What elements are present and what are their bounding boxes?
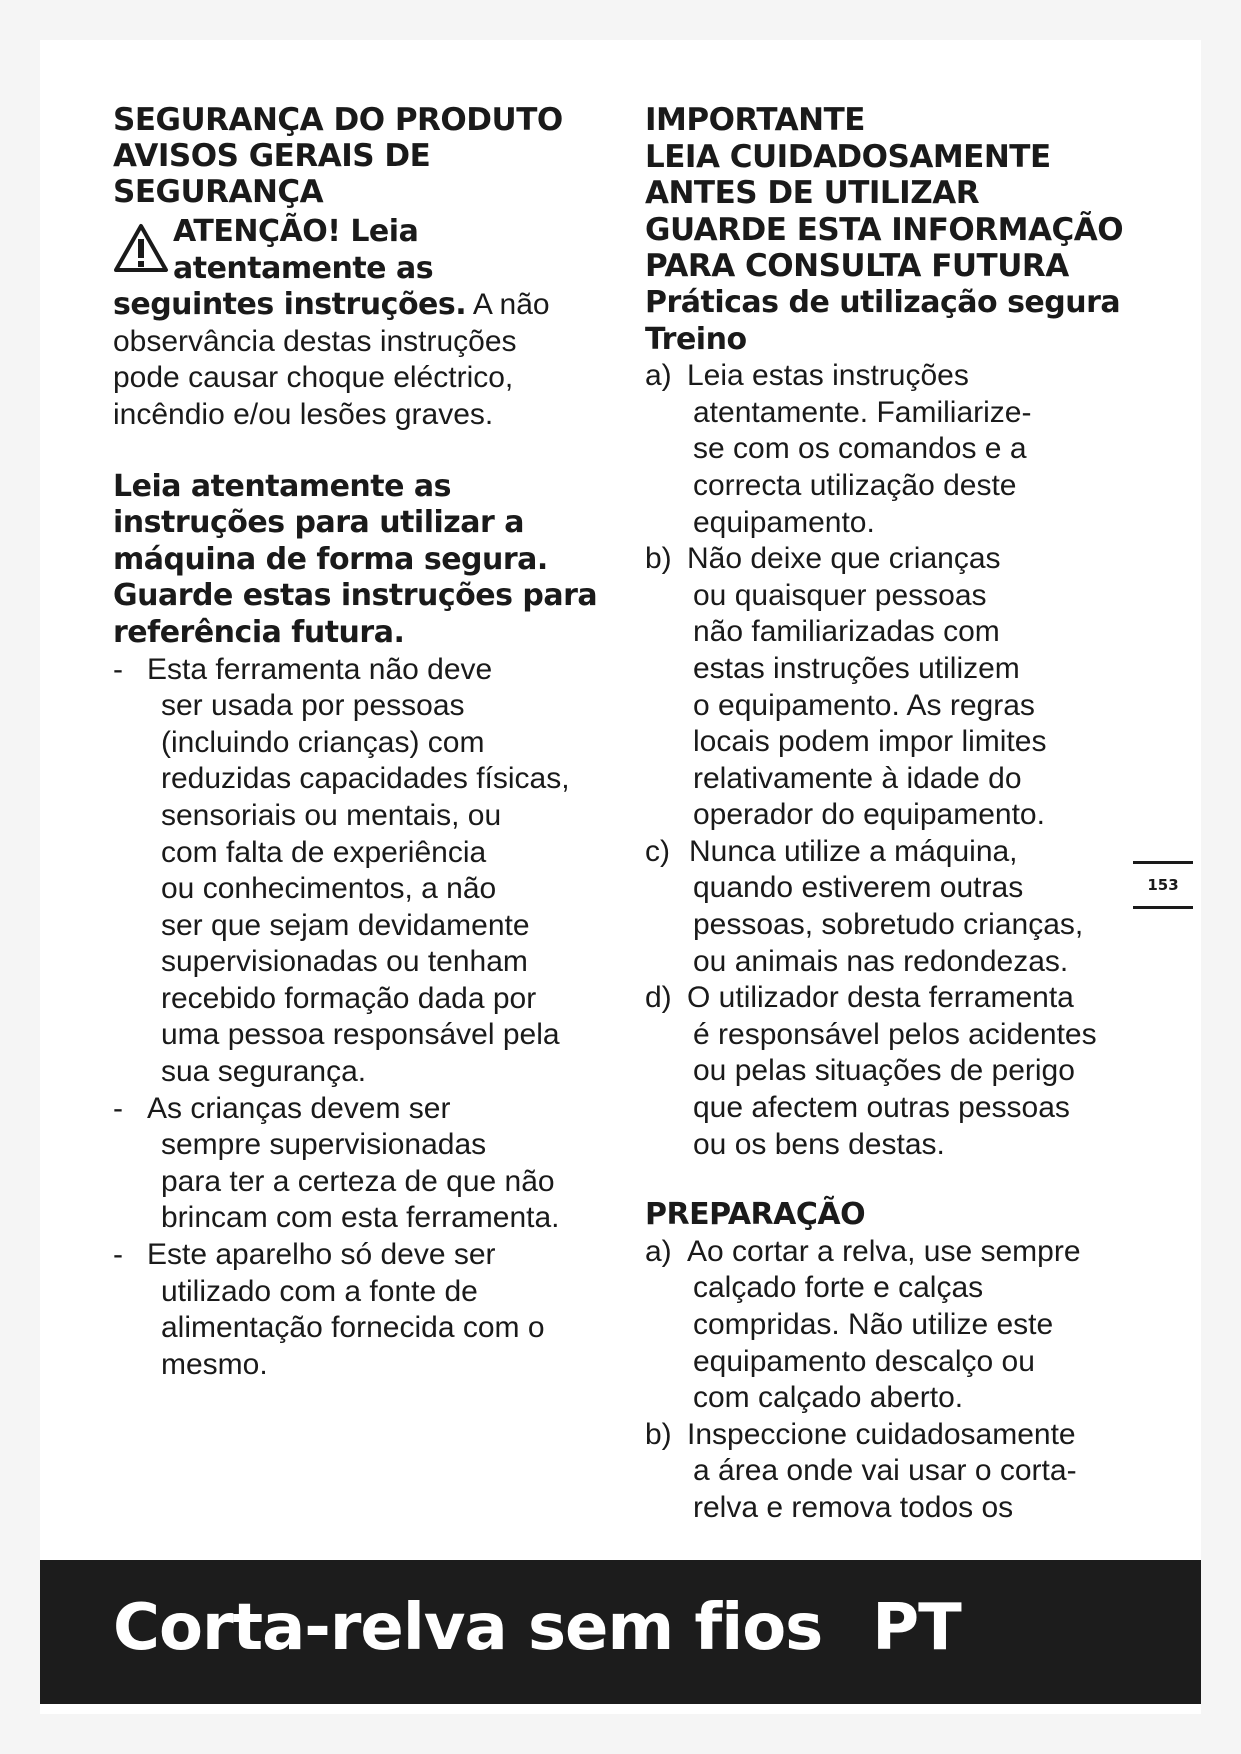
bullet-line: sua segurança. <box>161 1055 367 1089</box>
bullet-line: supervisionadas ou tenham <box>161 945 528 979</box>
item-line: a área onde vai usar o corta- <box>693 1454 1077 1488</box>
training-subheading: Treino <box>645 321 747 357</box>
item-line: operador do equipamento. <box>693 798 1045 832</box>
item-line: equipamento. <box>693 505 875 539</box>
bullet-line: para ter a certeza de que não <box>161 1164 555 1198</box>
bullet-line: As crianças devem ser <box>147 1091 451 1125</box>
left-column <box>113 102 653 1383</box>
instruction-line: Leia atentamente as <box>113 468 452 504</box>
product-name: Corta-relva sem fios <box>113 1591 823 1665</box>
bullet-line: Esta ferramenta não deve <box>147 652 493 686</box>
bullet-line: ser usada por pessoas <box>161 689 465 723</box>
bullet-marker: - <box>113 652 123 686</box>
page-number: 153 <box>1133 861 1193 909</box>
item-marker: c) <box>645 834 670 868</box>
item-line: compridas. Não utilize este <box>693 1308 1054 1341</box>
bullet-line: com falta de experiência <box>161 835 487 869</box>
heading-line: IMPORTANTE <box>645 102 865 138</box>
list-item <box>645 1234 1170 1417</box>
item-line: Leia estas instruções <box>687 359 969 393</box>
heading-line: GUARDE ESTA INFORMAÇÃO <box>645 211 1124 248</box>
item-line: atentamente. Familiarize- <box>693 395 1032 429</box>
item-line: Nunca utilize a máquina, <box>689 834 1018 868</box>
bullet-line: Este aparelho só deve ser <box>147 1238 496 1272</box>
item-line: calçado forte e calças <box>693 1271 984 1305</box>
warning-line-mixed <box>113 287 653 324</box>
bullet-line: brincam com esta ferramenta. <box>161 1201 560 1235</box>
warning-line: observância destas instruções <box>113 324 517 358</box>
list-item <box>645 980 1170 1163</box>
item-line: Não deixe que crianças <box>687 542 1001 576</box>
language-code: PT <box>872 1591 961 1665</box>
heading-line: ANTES DE UTILIZAR <box>645 175 980 212</box>
heading-line: SEGURANÇA DO PRODUTO <box>113 102 563 138</box>
bullet-line: alimentação fornecida com o <box>161 1311 545 1345</box>
item-line: relativamente à idade do <box>693 761 1022 795</box>
item-line: se com os comandos e a <box>693 432 1027 466</box>
item-line: com calçado aberto. <box>693 1381 964 1415</box>
item-marker: b) <box>645 1417 672 1451</box>
bullet-line: ser que sejam devidamente <box>161 908 530 942</box>
footer-title <box>113 1588 961 1668</box>
bullet-line: ou conhecimentos, a não <box>161 872 497 906</box>
bullet-line: recebido formação dada por <box>161 981 537 1015</box>
item-line: quando estiverem outras <box>693 871 1024 905</box>
warning-block <box>113 214 653 434</box>
item-line: que afectem outras pessoas <box>693 1091 1070 1125</box>
bullet-line: reduzidas capacidades físicas, <box>161 762 570 796</box>
item-line: locais podem impor limites <box>693 725 1047 759</box>
footer-banner <box>40 1560 1201 1704</box>
bullet-line: sempre supervisionadas <box>161 1128 487 1162</box>
bullet-item <box>113 1091 653 1237</box>
warning-text: A não <box>466 288 550 322</box>
heading-line: SEGURANÇA <box>113 174 324 210</box>
item-line: ou pelas situações de perigo <box>693 1054 1075 1088</box>
item-line: equipamento descalço ou <box>693 1344 1035 1378</box>
instructions-bold-block <box>113 469 653 652</box>
item-line: não familiarizadas com <box>693 615 1000 649</box>
bullet-line: utilizado com a fonte de <box>161 1274 478 1308</box>
instruction-line: referência futura. <box>113 614 405 650</box>
bullet-item <box>113 652 653 1091</box>
list-item <box>645 541 1170 834</box>
warning-triangle-icon <box>113 222 169 274</box>
safe-use-subheading: Práticas de utilização segura <box>645 284 1121 320</box>
item-marker: a) <box>645 1234 672 1268</box>
item-line: O utilizador desta ferramenta <box>687 981 1074 1015</box>
item-line: Inspeccione cuidadosamente <box>687 1417 1076 1451</box>
item-line: estas instruções utilizem <box>693 651 1020 685</box>
warning-line: pode causar choque eléctrico, <box>113 361 514 395</box>
warning-line: incêndio e/ou lesões graves. <box>113 397 494 431</box>
manual-page <box>40 40 1201 1714</box>
item-line: ou os bens destas. <box>693 1127 945 1161</box>
bullet-marker: - <box>113 1091 123 1125</box>
item-line: o equipamento. As regras <box>693 688 1035 722</box>
bullet-line: uma pessoa responsável pela <box>161 1018 560 1052</box>
warning-bold-text: seguintes instruções. <box>113 287 467 323</box>
bullet-marker: - <box>113 1238 123 1272</box>
item-line: ou quaisquer pessoas <box>693 578 987 612</box>
right-column <box>645 102 1170 1527</box>
item-line: correcta utilização deste <box>693 468 1017 502</box>
item-marker: a) <box>645 359 672 393</box>
bullet-line: mesmo. <box>161 1347 268 1381</box>
important-heading <box>645 102 1170 285</box>
item-line: Ao cortar a relva, use sempre <box>687 1234 1081 1268</box>
item-line: relva e remova todos os <box>693 1490 1014 1524</box>
list-item <box>645 1417 1170 1527</box>
item-marker: d) <box>645 981 672 1015</box>
item-marker: b) <box>645 542 672 576</box>
item-line: ou animais nas redondezas. <box>693 944 1069 978</box>
item-line: é responsável pelos acidentes <box>693 1017 1097 1051</box>
warning-line: atentamente as <box>173 250 434 286</box>
bullet-line: (incluindo crianças) com <box>161 725 485 759</box>
instruction-line: instruções para utilizar a <box>113 505 524 541</box>
bullet-line: sensoriais ou mentais, ou <box>161 798 502 832</box>
list-item <box>645 834 1170 980</box>
heading-line: LEIA CUIDADOSAMENTE <box>645 138 1051 175</box>
heading-line: AVISOS GERAIS DE <box>113 138 431 174</box>
warning-line: ATENÇÃO! Leia <box>173 214 419 249</box>
instruction-line: máquina de forma segura. <box>113 541 548 577</box>
list-item <box>645 358 1170 541</box>
preparation-heading: PREPARAÇÃO <box>645 1197 866 1233</box>
bullet-item <box>113 1237 653 1383</box>
item-line: pessoas, sobretudo crianças, <box>693 908 1084 942</box>
product-safety-heading <box>113 102 653 210</box>
heading-line: PARA CONSULTA FUTURA <box>645 248 1069 285</box>
instruction-line: Guarde estas instruções para <box>113 578 598 614</box>
